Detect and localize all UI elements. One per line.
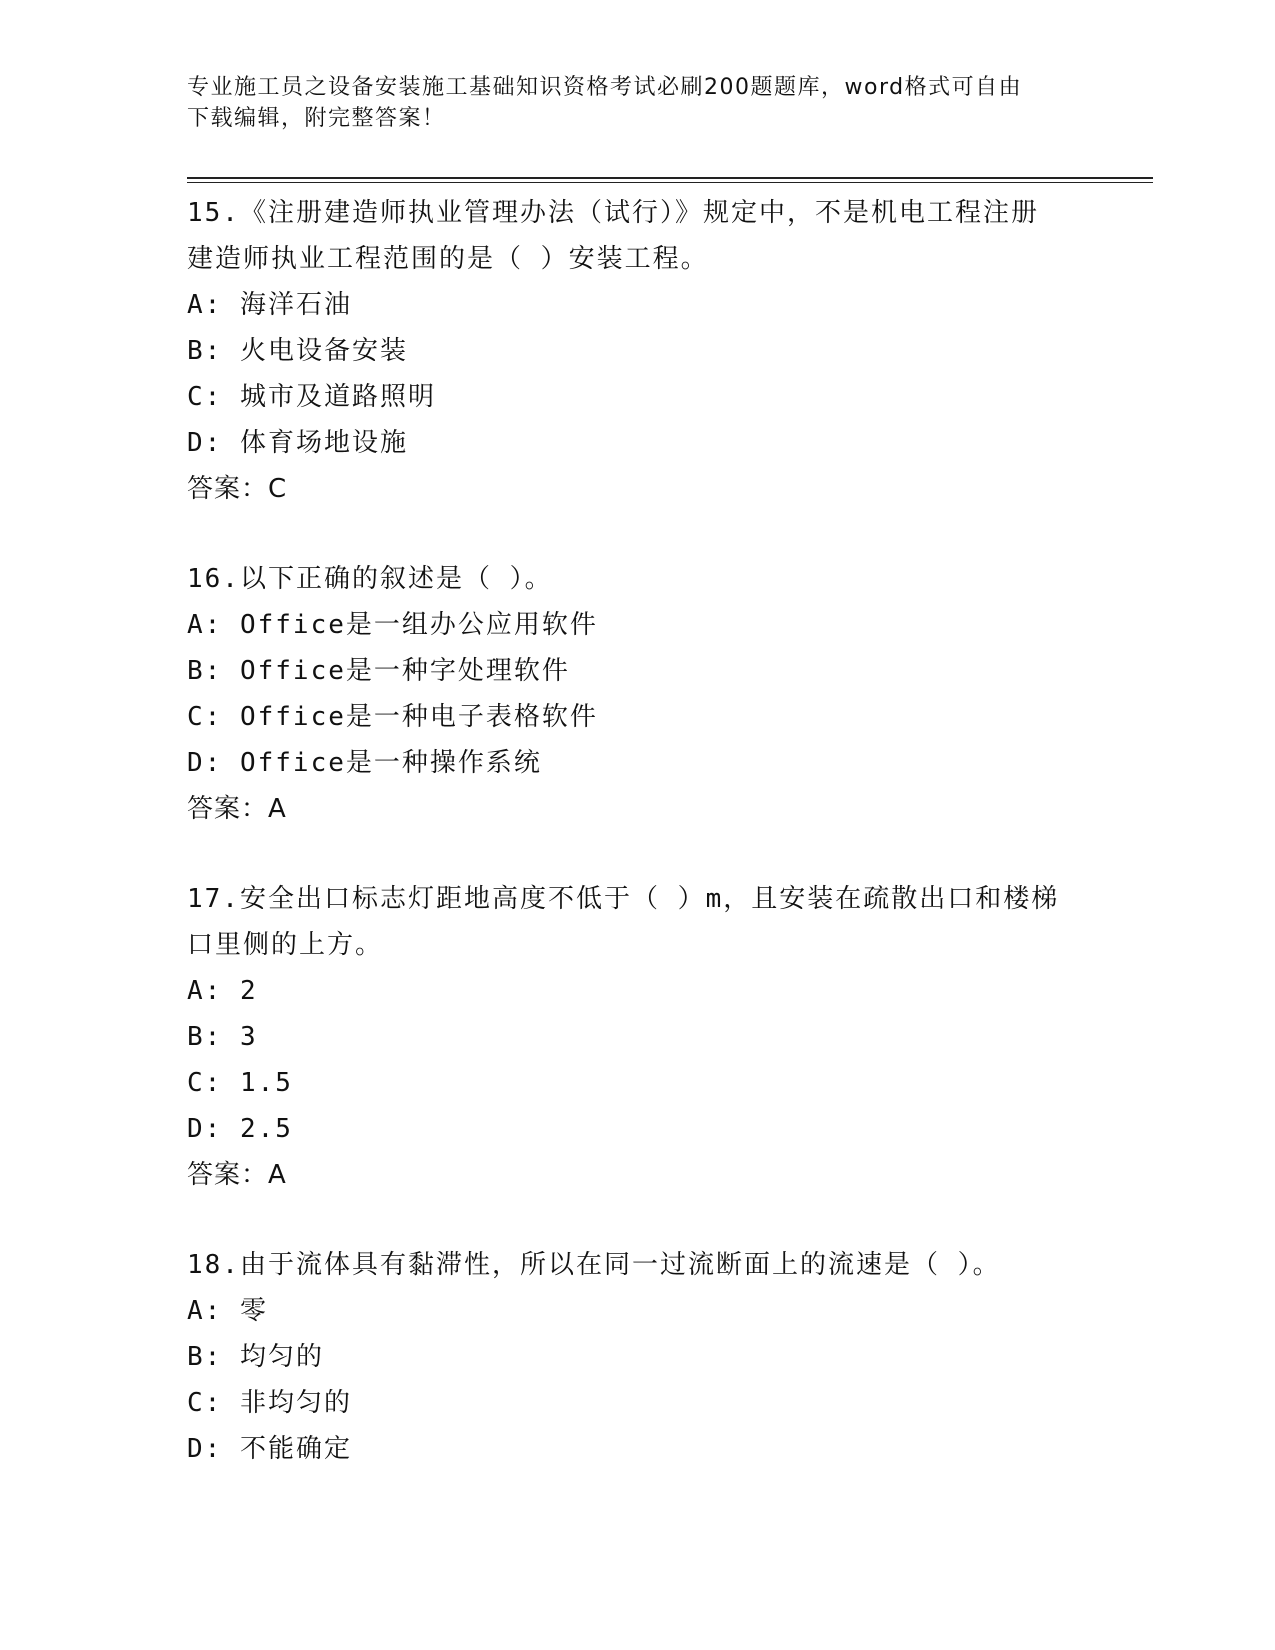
option-a: A: Office是一组办公应用软件	[187, 610, 598, 640]
question-16	[187, 556, 1087, 832]
option-c: C: 城市及道路照明	[187, 382, 436, 412]
option-d: D: 不能确定	[187, 1434, 352, 1464]
header-line-2: 下载编辑，附完整答案！	[187, 106, 446, 131]
option-c: C: 1.5	[187, 1068, 293, 1098]
option-c: C: Office是一种电子表格软件	[187, 702, 598, 732]
option-d: D: 2.5	[187, 1114, 293, 1144]
question-17	[187, 876, 1087, 1198]
option-d: D: Office是一种操作系统	[187, 748, 542, 778]
question-stem	[187, 876, 1087, 968]
option-a: A: 海洋石油	[187, 290, 352, 320]
option-b: B: 火电设备安装	[187, 336, 408, 366]
header-divider-bottom	[187, 182, 1153, 183]
question-stem-line-1: 15.《注册建造师执业管理办法（试行）》规定中，不是机电工程注册	[187, 198, 1039, 228]
option-a: A: 零	[187, 1296, 268, 1326]
question-stem	[187, 190, 1087, 282]
option-b: B: Office是一种字处理软件	[187, 656, 570, 686]
question-15	[187, 190, 1087, 512]
header-divider-top	[187, 177, 1153, 179]
option-b: B: 3	[187, 1022, 258, 1052]
question-stem-line-1: 17.安全出口标志灯距地高度不低于（ ）m，且安装在疏散出口和楼梯	[187, 884, 1060, 914]
answer-line: 答案：A	[187, 1160, 287, 1190]
answer-line: 答案：C	[187, 474, 288, 504]
question-stem-line-2: 建造师执业工程范围的是（ ）安装工程。	[187, 244, 709, 274]
option-b: B: 均匀的	[187, 1342, 324, 1372]
question-stem-line-1: 16.以下正确的叙述是（ ）。	[187, 564, 553, 594]
question-stem	[187, 1242, 1087, 1288]
option-a: A: 2	[187, 976, 258, 1006]
question-stem-line-2: 口里侧的上方。	[187, 930, 384, 960]
header-line-1: 专业施工员之设备安装施工基础知识资格考试必刷200题题库，word格式可自由	[187, 75, 1023, 100]
question-stem	[187, 556, 1087, 602]
option-c: C: 非均匀的	[187, 1388, 352, 1418]
question-stem-line-1: 18.由于流体具有黏滞性，所以在同一过流断面上的流速是（ ）。	[187, 1250, 1001, 1280]
document-header	[187, 72, 1067, 134]
answer-line: 答案：A	[187, 794, 287, 824]
question-18	[187, 1242, 1087, 1472]
option-d: D: 体育场地设施	[187, 428, 408, 458]
question-list	[187, 190, 1087, 1472]
